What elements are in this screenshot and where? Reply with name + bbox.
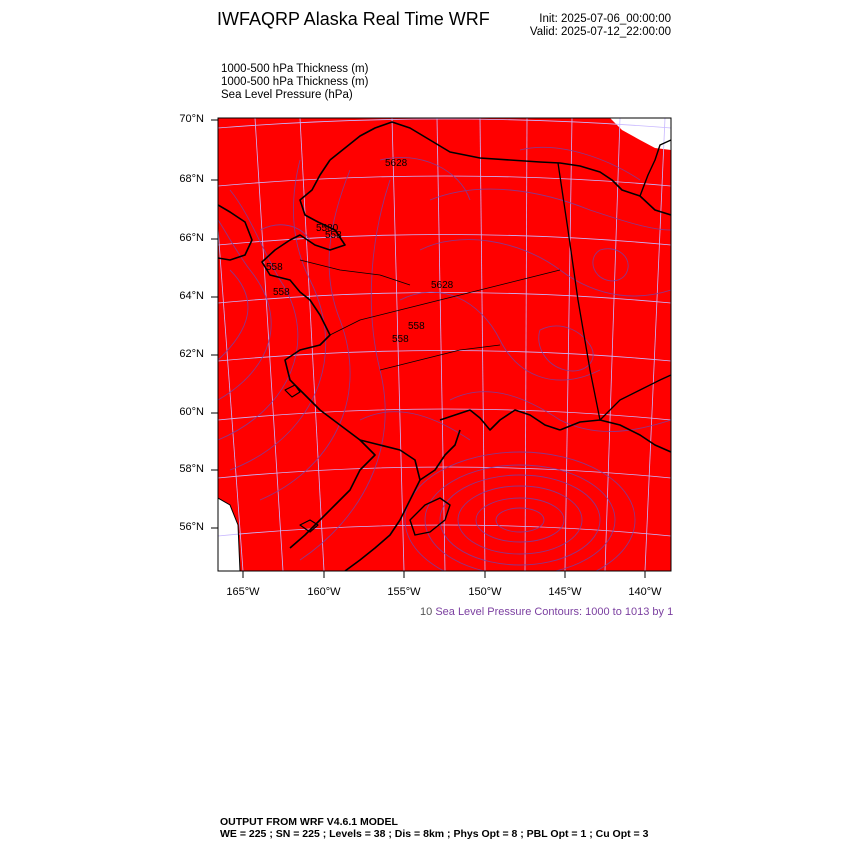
lon-label: 145°W (548, 586, 582, 598)
lon-label: 155°W (387, 586, 421, 598)
field-label-thickness-2: 1000-500 hPa Thickness (m) (221, 76, 369, 88)
thickness-label: 558 (408, 321, 425, 332)
map-title: IWFAQRP Alaska Real Time WRF (217, 9, 490, 29)
lat-label: 70°N (179, 113, 204, 125)
contour-info (420, 606, 673, 618)
valid-time: Valid: 2025-07-12_22:00:00 (529, 26, 671, 38)
lat-label: 56°N (179, 521, 204, 533)
lat-label: 62°N (179, 348, 204, 360)
lat-label: 64°N (179, 290, 204, 302)
thickness-label: 558 (266, 262, 283, 273)
model-info: OUTPUT FROM WRF V4.6.1 MODEL (220, 816, 398, 828)
lon-label: 150°W (468, 586, 502, 598)
lat-label: 68°N (179, 173, 204, 185)
lat-label: 66°N (179, 232, 204, 244)
field-label-thickness-1: 1000-500 hPa Thickness (m) (221, 63, 369, 75)
slp-contour-info: Sea Level Pressure Contours: 1000 to 1013 by 1 (435, 606, 674, 618)
field-label-slp: Sea Level Pressure (hPa) (221, 89, 353, 101)
init-time: Init: 2025-07-06_00:00:00 (539, 13, 671, 25)
lat-label: 60°N (179, 406, 204, 418)
thickness-label: 5628 (431, 280, 454, 291)
lon-label: 165°W (226, 586, 260, 598)
lat-label: 58°N (179, 463, 204, 475)
model-config: WE = 225 ; SN = 225 ; Levels = 38 ; Dis = 8km ; Phys Opt = 8 ; PBL Opt = 1 ; Cu Opt = 3 (220, 828, 649, 840)
thickness-label: 558 (273, 287, 290, 298)
thickness-fill (218, 118, 671, 571)
thickness-label: 558 (392, 334, 409, 345)
thickness-label: 5580 (316, 223, 339, 234)
lon-label: 160°W (307, 586, 341, 598)
lon-label: 140°W (628, 586, 662, 598)
thickness-label: 558 (325, 230, 342, 241)
contour-info-prefix: 10 (420, 606, 433, 618)
thickness-label: 5628 (385, 158, 408, 169)
